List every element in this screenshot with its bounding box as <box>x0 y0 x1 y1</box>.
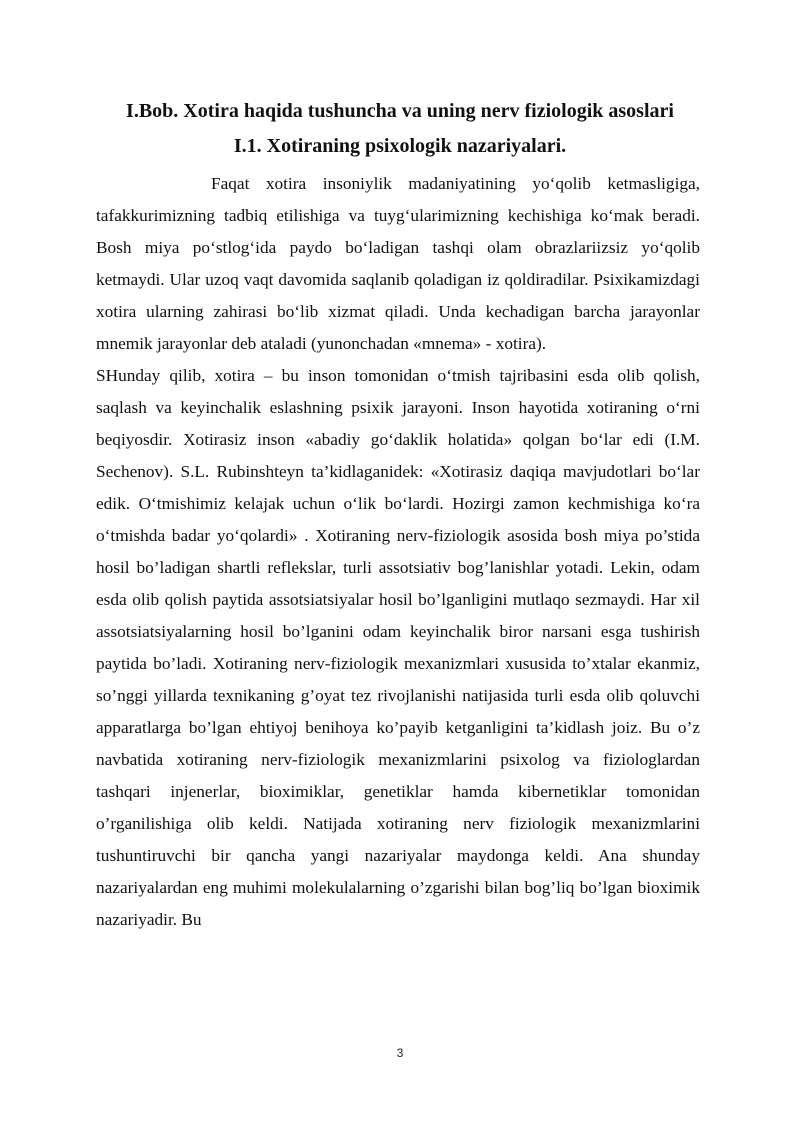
section-heading: I.1. Xotiraning psixologik nazariyalari. <box>233 135 567 157</box>
body-text <box>96 168 700 936</box>
paragraph: Faqat xotira insoniylik madaniyatining yo‘qolib ketmasligiga, tafakkurimizning tadbiq etilishiga va tuyg‘ularimizning kechishiga ko‘mak beradi. Bosh miya po‘stlog‘ida paydo bo‘ladigan tashqi olam obrazlariizsiz yo‘qolib ketmaydi. Ular uzoq vaqt davomida saqlanib qoladigan iz qoldiradilar. Psixikamizdagi xotira ularning zahirasi bo‘lib xizmat qiladi. Unda kechadigan barcha jarayonlar mnemik jarayonlar deb ataladi (yunonchadan «mnema» - xotira). <box>96 174 700 353</box>
chapter-heading: I.Bob. Xotira haqida tushuncha va uning nerv fiziologik asoslari <box>126 100 674 122</box>
page-number: 3 <box>396 1046 404 1060</box>
paragraph: SHunday qilib, xotira – bu inson tomonidan o‘tmish tajribasini esda olib qolish, saqlash va keyinchalik eslashning psixik jarayoni. Inson hayotida xotiraning o‘rni beqiyosdir. Xotirasiz inson «abadiy go‘daklik holatida» qolgan bo‘lar edi (I.M. Sechenov). S.L. Rubinshteyn ta’kidlaganidek: «Xotirasiz daqiqa mavjudotlari bo‘lar edik. O‘tmishimiz kelajak uchun o‘lik bo‘lardi. Hozirgi zamon kechmishiga ko‘ra o‘tmishda badar yo‘qolardi» . Xotiraning nerv-fiziologik asosida bosh miya po’stida hosil bo’ladigan shartli reflekslar, turli assotsiativ bog’lanishlar yotadi. Lekin, odam esda olib qolish paytida assotsiatsiyalar hosil bo’lganligini mutlaqo sezmaydi. Har xil assotsiatsiyalarning hosil bo’lganini odam keyinchalik biror narsani esga tushirish paytida bo’ladi. Xotiraning nerv-fiziologik mexanizmlari xususida to’xtalar ekanmiz, so’nggi yillarda texnikaning g’oyat tez rivojlanishi natijasida turli esda olib qoluvchi apparatlarga bo’lgan ehtiyoj benihoya ko’payib ketganligini ta’kidlash joiz. Bu o’z navbatida xotiraning nerv-fiziologik mexanizmlarini psixolog va fiziologlardan tashqari injenerlar, bioximiklar, genetiklar hamda kibernetiklar tomonidan o’rganilishiga olib keldi. Natijada xotiraning nerv fiziologik mexanizmlarini tushuntiruvchi bir qancha yangi nazariyalar maydonga keldi. Ana shunday nazariyalardan eng muhimi molekulalarning o’zgarishi bilan bog’liq bo’lgan bioximik nazariyadir. Bu <box>96 366 700 929</box>
